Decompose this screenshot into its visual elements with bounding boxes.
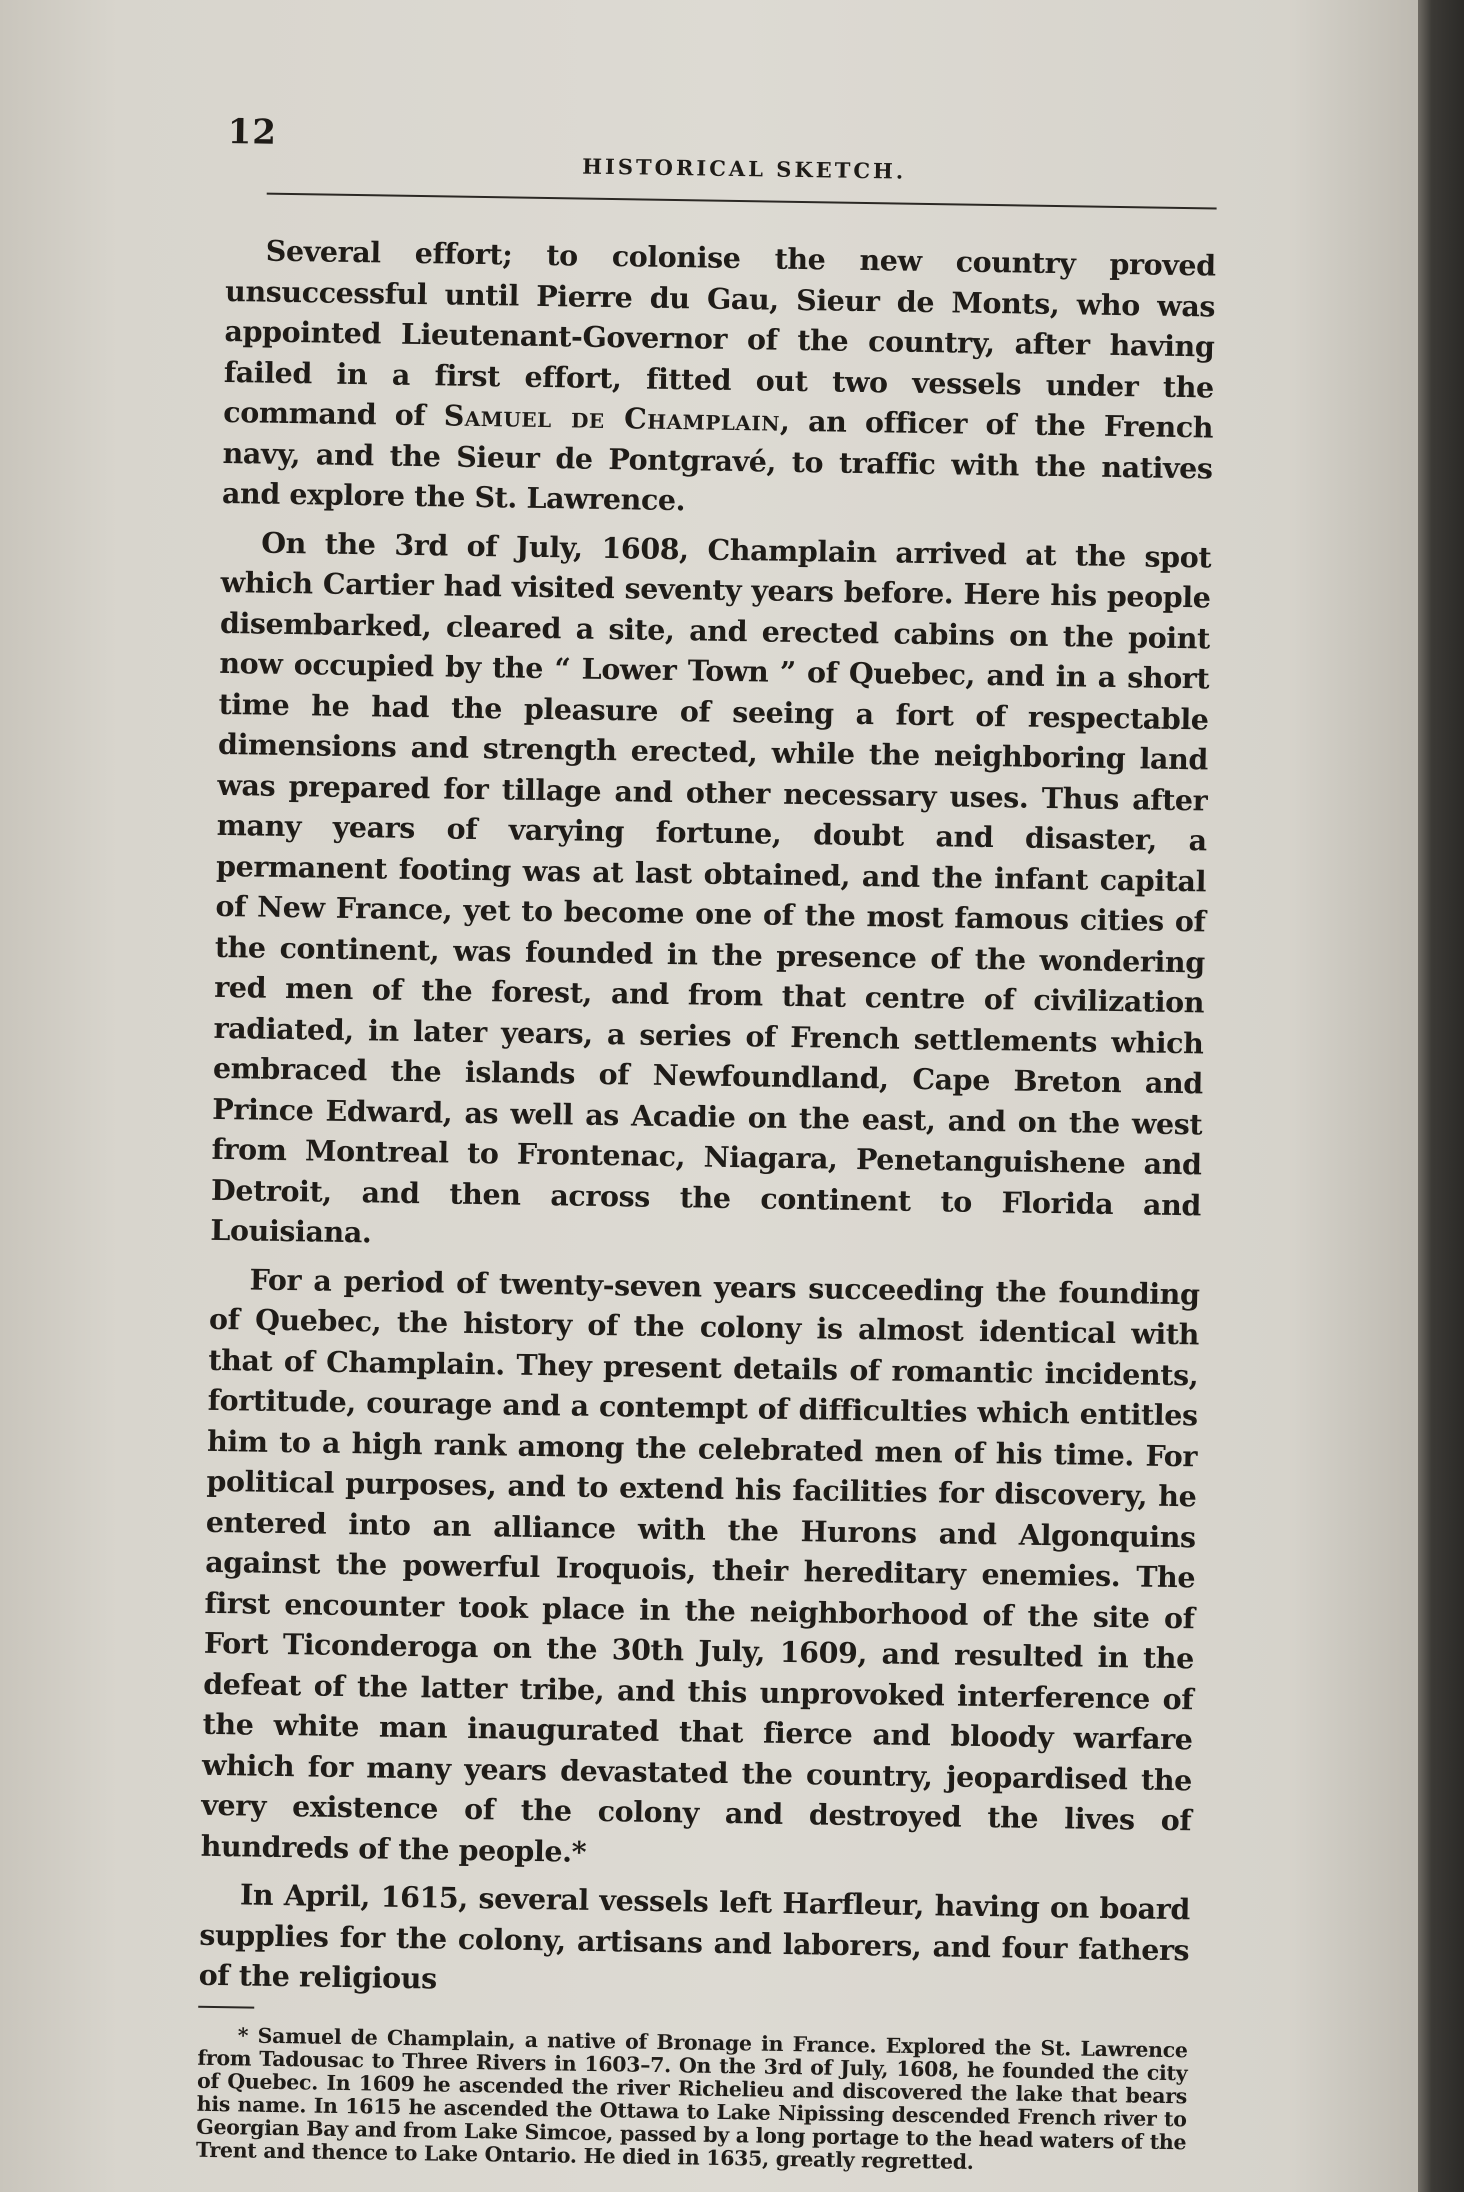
footnote-rule: [198, 2005, 254, 2008]
running-head: [227, 112, 1228, 198]
paragraph-2: On the 3rd of July, 1608, Champlain arrived at the spot which Cartier had visited seventy years before. Here his people disembarked, cleared a site, and erected cabins on the point now occupied by the “ Lower Town ” of Quebec, and in a short time he had the pleasure of seeing a fort of respectable dimensions and strength erected, while the neighboring land was prepared for tillage and other necessary uses. Thus after many years of varying fortune, doubt and disaster, a permanent footing was at last obtained, and the infant capital of New France, yet to become one of the most famous cities of the continent, was founded in the presence of the wondering red men of the forest, and from that centre of civilization radiated, in later years, a series of French settlements which embraced the islands of Newfoundland, Cape Breton and Prince Edward, as well as Acadie on the east, and on the west from Montreal to Frontenac, Niagara, Penetanguishene and Detroit, and then across the continent to Florida and Louisiana.: [210, 525, 1212, 1250]
champlain-name-smallcaps: Samuel de Champlain: [443, 398, 781, 438]
paragraph-3: For a period of twenty-seven years succeeding the founding of Quebec, the history of the colony is almost identical with that of Champlain. They present details of romantic incidents, fortitude, courage and a contempt of difficulties which entitles him to a high rank among the celebrated men of his time. For political purposes, and to extend his facilities for discovery, he entered into an alliance with the Hurons and Algonquins against the powerful Iroquois, their hereditary enemies. The first encounter took place in the neighborhood of the site of Fort Ticonderoga on the 30th July, 1609, and resulted in the defeat of the latter tribe, and this unprovoked interference of the white man inaugurated that fierce and bloody warfare which for many years devastated the country, jeopardised the very existence of the colony and destroyed the lives of hundreds of the people.*: [200, 1261, 1200, 1869]
page-number: 12: [227, 112, 278, 153]
paragraph-1-text-end: , an officer of the French navy, and the Sieur de Pontgravé, to traffic with the natives and explore the St. Lawrence.: [221, 403, 1214, 518]
paragraph-1-text: Several effort; to colonise the new country proved unsuccessful until Pierre du Gau, Sieur de Monts, who was appointed Lieutenant-Governor of the country, after having failed in a first effort, fitted out two vessels under the command of: [223, 233, 1216, 433]
paragraph-1: [222, 230, 1216, 529]
paragraph-4: In April, 1615, several vessels left Harfleur, having on board supplies for the colony, artisans and laborers, and four fathers of the religious: [198, 1877, 1191, 1996]
book-spine-shadow: [1418, 0, 1464, 2192]
book-page: [195, 112, 1228, 2174]
running-head-title: HISTORICAL SKETCH.: [581, 153, 907, 184]
header-rule: [267, 193, 1217, 210]
body-text: [196, 230, 1216, 2185]
footnote: * Samuel de Champlain, a native of Bronage in France. Explored the St. Lawrence from Tadousac to Three Rivers in 1603–7. On the 3rd of July, 1608, he founded the city of Quebec. In 1609 he ascended the river Richelieu and discovered the lake that bears his name. In 1615 he ascended the Ottawa to Lake Nipissing descended French river to Georgian Bay and from Lake Simcoe, passed by a long portage to the head waters of the Trent and thence to Lake Ontario. He died in 1635, greatly regretted.: [195, 2022, 1188, 2174]
